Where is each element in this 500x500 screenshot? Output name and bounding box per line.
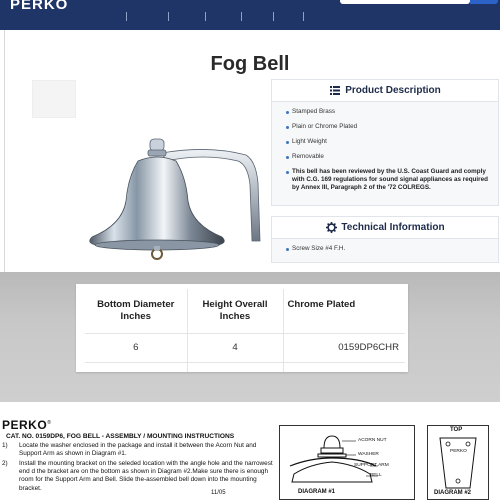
table-row	[85, 333, 405, 362]
diagram-2-top-label: TOP	[450, 427, 463, 433]
step-number: 1)	[2, 442, 8, 449]
list-item: Removable	[286, 153, 488, 161]
list-icon	[329, 85, 341, 97]
brand-logo[interactable]: PERKO	[10, 0, 69, 13]
technical-information-list	[272, 239, 498, 262]
product-description-list	[272, 102, 498, 205]
product-description-header[interactable]	[272, 80, 498, 102]
nav-divider	[303, 12, 304, 21]
table-cell	[187, 362, 283, 372]
instruction-step	[2, 442, 274, 458]
search-input[interactable]	[340, 0, 470, 4]
product-description-heading: Product Description	[345, 85, 441, 96]
revision-date: 11/05	[211, 490, 226, 496]
plate-text: PERKO	[450, 449, 467, 454]
perko-logo: PERKO®	[2, 418, 52, 432]
instruction-steps	[2, 442, 274, 494]
table-cell: 0159DP6CHR	[283, 333, 405, 362]
technical-information-heading: Technical Information	[341, 222, 445, 233]
list-item: Plain or Chrome Plated	[286, 123, 488, 131]
product-thumbnail[interactable]	[32, 80, 76, 118]
page-title: Fog Bell	[210, 53, 290, 75]
nav-divider	[241, 12, 242, 21]
column-header: Chrome Plated	[283, 289, 405, 333]
callout-bell: BELL	[370, 473, 382, 478]
brand-text: PERKO	[2, 418, 48, 432]
spec-table	[85, 289, 405, 372]
step-text: Locate the washer enclosed in the package and install it between the Acorn Nut and Support Arm as shown in Diagram #1.	[19, 442, 257, 458]
table-header-row	[85, 289, 405, 333]
site-header	[0, 0, 500, 30]
column-header: Bottom Diameter Inches	[85, 289, 187, 333]
nav-divider	[273, 12, 274, 21]
callout-washer: WASHER	[358, 452, 379, 457]
diagram-2-label: DIAGRAM #2	[434, 490, 472, 496]
diagram-1	[279, 425, 415, 500]
table-cell: 6	[85, 333, 187, 362]
table-cell	[283, 362, 405, 372]
mounting-bracket-icon	[428, 426, 488, 499]
product-image[interactable]	[78, 133, 270, 263]
technical-information-panel	[271, 216, 499, 263]
nav-divider	[126, 12, 127, 21]
technical-information-header[interactable]	[272, 217, 498, 239]
diagram-1-label: DIAGRAM #1	[298, 489, 336, 495]
callout-support-arm: SUPPORT ARM	[354, 463, 389, 468]
table-cell	[85, 362, 187, 372]
fog-bell-icon	[78, 133, 270, 263]
column-header: Height Overall Inches	[187, 289, 283, 333]
instruction-step	[2, 460, 274, 493]
search-button[interactable]	[470, 0, 498, 4]
list-item: Light Weight	[286, 138, 488, 146]
list-item: This bell has been reviewed by the U.S. Coast Guard and comply with C.G. 169 regulations for sound signal appliances as required by Annex III, Paragraph 2 of the '72 COLREGS.	[286, 168, 488, 192]
table-cell: 4	[187, 333, 283, 362]
callout-acorn-nut: ACORN NUT	[358, 438, 387, 443]
step-number: 2)	[2, 459, 8, 467]
list-item: Stamped Brass	[286, 108, 488, 116]
nav-divider	[205, 12, 206, 21]
instruction-title: CAT. NO. 0159DP6, FOG BELL - ASSEMBLY / MOUNTING INSTRUCTIONS	[6, 433, 235, 440]
list-item: Screw Size #4 F.H.	[286, 245, 488, 253]
table-row	[85, 362, 405, 372]
diagram-2	[427, 425, 489, 500]
nav-divider	[168, 12, 169, 21]
product-description-panel	[271, 79, 499, 206]
step-text: Install the mounting bracket on the seleded location with the angle hole and the narrowest end d the bracket are on the bottom as shown in Diagram #2.Make sure there is enough room for the Support Arm and Bell. Slide the-assembled bell down into the mounting bracket.	[19, 459, 273, 492]
gear-icon	[325, 222, 337, 234]
